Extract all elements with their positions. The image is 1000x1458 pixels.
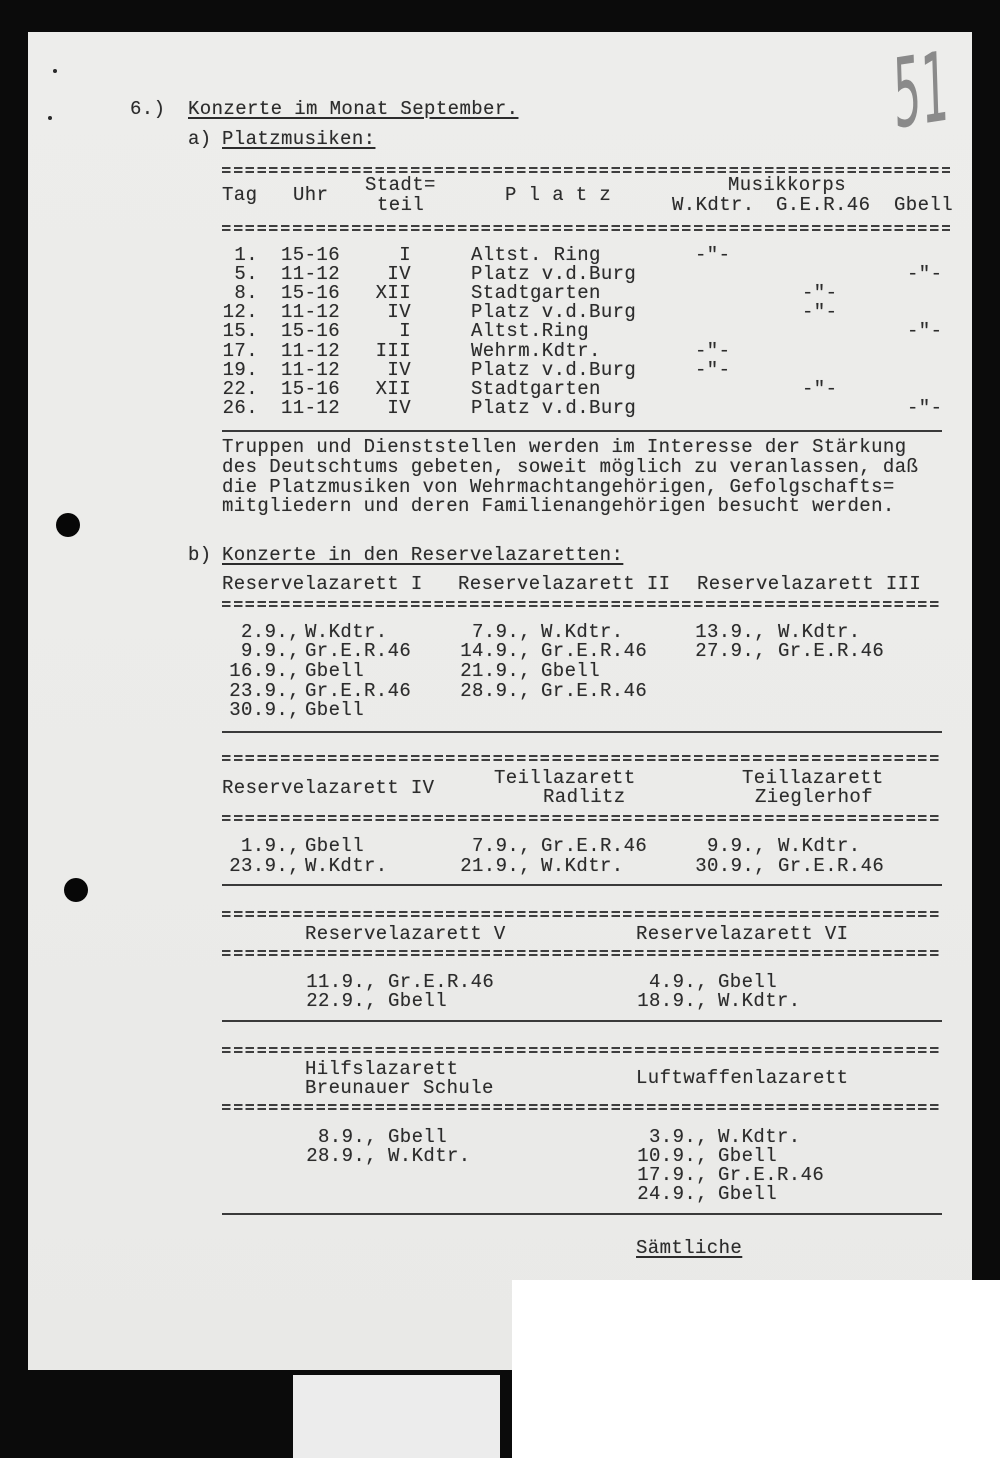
row-district: IV <box>387 262 411 285</box>
concert-date: 28.9., <box>460 679 531 702</box>
concert-corps: Gbell <box>718 1144 778 1167</box>
platzmusik-row <box>0 377 1000 400</box>
continuation-word: Sämtliche <box>636 1237 743 1259</box>
hospital-name: Reservelazarett VI <box>636 922 849 945</box>
platzmusik-row <box>0 262 1000 285</box>
platzmusik-row <box>0 281 1000 304</box>
row-place: Stadtgarten <box>471 377 601 400</box>
concert-date: 9.9., <box>240 640 300 663</box>
handwritten-page-number: 51 <box>891 30 951 151</box>
row-place: Stadtgarten <box>471 281 601 304</box>
ditto-mark-gbell: -"- <box>907 262 943 285</box>
row-time: 11-12 <box>281 358 341 381</box>
concert-date: 21.9., <box>460 854 531 877</box>
row-day: 15. <box>222 320 258 343</box>
row-time: 11-12 <box>281 397 341 420</box>
row-day: 1. <box>234 243 258 266</box>
row-day: 26. <box>222 397 258 420</box>
row-place: Platz v.d.Burg <box>471 397 637 420</box>
row-district: I <box>399 243 411 266</box>
subsection-label-a: a) <box>188 128 212 150</box>
row-time: 15-16 <box>281 281 341 304</box>
row-district: IV <box>387 358 411 381</box>
table-rule-single <box>222 1213 942 1215</box>
notice-line: des Deutschtums gebeten, soweit möglich zu veranlassen, daß <box>222 456 919 478</box>
table-rule-double <box>222 601 942 607</box>
table-rule-single <box>222 884 942 886</box>
ditto-mark-wkdtr: -"- <box>695 339 731 362</box>
concert-corps: W.Kdtr. <box>305 854 388 877</box>
header-district-line1: Stadt= <box>365 174 436 196</box>
hospital-name: Reservelazarett I <box>222 572 423 595</box>
table-rule-double <box>222 815 942 821</box>
scan-overlay-box <box>512 1280 1000 1458</box>
concert-corps: Gbell <box>305 699 365 722</box>
concert-date: 27.9., <box>695 640 766 663</box>
concert-date: 21.9., <box>460 659 531 682</box>
notice-line: Truppen und Dienststellen werden im Interesse der Stärkung <box>222 436 907 458</box>
scan-label-box <box>293 1375 500 1458</box>
concert-date: 10.9., <box>637 1144 708 1167</box>
row-place: Platz v.d.Burg <box>471 358 637 381</box>
platzmusik-row <box>0 303 1000 322</box>
concert-date: 17.9., <box>637 1163 708 1186</box>
hospital-name: Luftwaffenlazarett <box>636 1066 849 1089</box>
concert-corps: W.Kdtr. <box>305 620 388 643</box>
concert-date: 2.9., <box>240 620 300 643</box>
concert-date: 16.9., <box>229 659 300 682</box>
concert-corps: Gr.E.R.46 <box>305 679 412 702</box>
row-place: Wehrm.Kdtr. <box>471 339 601 362</box>
concert-corps: W.Kdtr. <box>718 990 801 1012</box>
row-day: 8. <box>234 281 258 304</box>
row-district: IV <box>387 397 411 420</box>
concert-date: 14.9., <box>460 640 531 663</box>
platzmusik-row <box>0 358 1000 381</box>
row-time: 15-16 <box>281 377 341 400</box>
punch-hole-lower <box>64 878 88 902</box>
concert-corps: W.Kdtr. <box>541 854 624 877</box>
hospital-name: Teillazarett <box>494 766 636 789</box>
concert-date: 23.9., <box>229 854 300 877</box>
row-district: I <box>399 320 411 343</box>
concert-date: 18.9., <box>637 990 708 1012</box>
row-place: Altst. Ring <box>471 243 601 266</box>
ditto-mark-wkdtr: -"- <box>695 243 731 266</box>
row-day: 12. <box>222 301 258 324</box>
table-rule-double <box>222 911 942 917</box>
concert-date: 3.9., <box>648 1125 708 1148</box>
table-rule-single <box>222 1020 942 1022</box>
hospital-name: Hilfslazarett <box>305 1057 459 1080</box>
ditto-mark-ger46: -"- <box>802 301 838 324</box>
scan-speck <box>48 116 52 120</box>
concert-date: 24.9., <box>637 1182 708 1205</box>
header-day: Tag <box>222 184 258 206</box>
concert-corps: W.Kdtr. <box>778 620 861 643</box>
concert-corps: Gr.E.R.46 <box>388 970 495 993</box>
concert-date: 7.9., <box>471 620 531 643</box>
concert-corps: W.Kdtr. <box>388 1144 471 1167</box>
concert-corps: Gbell <box>388 1125 448 1148</box>
concert-corps: Gbell <box>541 659 601 682</box>
table-rule-double <box>222 1047 942 1053</box>
platzmusik-row <box>0 243 1000 266</box>
concert-corps: W.Kdtr. <box>541 620 624 643</box>
concert-date: 23.9., <box>229 679 300 702</box>
hospital-name: Radlitz <box>543 785 626 808</box>
notice-line: die Platzmusiken von Wehrmachtangehörigen, Gefolgschafts= <box>222 476 895 498</box>
header-district-line2: teil <box>377 194 425 216</box>
header-place: P l a t z <box>505 184 612 206</box>
subsection-title-platzmusiken: Platzmusiken: <box>222 128 376 150</box>
row-time: 11-12 <box>281 262 341 285</box>
subsection-title-reservelazarette: Konzerte in den Reservelazaretten: <box>222 544 624 566</box>
hospital-name: Teillazarett <box>742 766 884 789</box>
concert-date: 9.9., <box>706 834 766 857</box>
ditto-mark-ger46: -"- <box>802 281 838 304</box>
row-district: IV <box>387 301 411 324</box>
concert-corps: Gbell <box>718 970 778 993</box>
row-place: Platz v.d.Burg <box>471 262 637 285</box>
concert-date: 22.9., <box>306 990 377 1012</box>
concert-date: 7.9., <box>471 834 531 857</box>
platzmusik-row <box>0 322 1000 341</box>
row-time: 11-12 <box>281 301 341 324</box>
row-district: XII <box>375 281 411 304</box>
concert-corps: Gr.E.R.46 <box>718 1163 825 1186</box>
row-day: 5. <box>234 262 258 285</box>
section-number: 6.) <box>130 98 166 120</box>
row-time: 15-16 <box>281 243 341 266</box>
section-title: Konzerte im Monat September. <box>188 98 519 120</box>
header-time: Uhr <box>293 184 329 206</box>
header-musikkorps: Musikkorps <box>728 174 847 196</box>
row-district: XII <box>375 377 411 400</box>
concert-corps: Gbell <box>305 659 365 682</box>
header-corps-ger46: G.E.R.46 <box>776 194 871 216</box>
concert-corps: W.Kdtr. <box>718 1125 801 1148</box>
concert-corps: Gr.E.R.46 <box>778 640 885 663</box>
concert-date: 13.9., <box>695 620 766 643</box>
row-district: III <box>375 339 411 362</box>
ditto-mark-ger46: -"- <box>802 377 838 400</box>
hospital-name: Breunauer Schule <box>305 1076 494 1099</box>
row-day: 22. <box>222 377 258 400</box>
row-time: 11-12 <box>281 339 341 362</box>
table-rule-double <box>222 167 950 173</box>
hospital-name: Zieglerhof <box>755 785 874 808</box>
concert-corps: Gr.E.R.46 <box>541 679 648 702</box>
table-rule-double <box>222 225 950 231</box>
row-day: 19. <box>222 358 258 381</box>
table-rule-double <box>222 1104 942 1110</box>
concert-date: 1.9., <box>240 834 300 857</box>
table-rule-double <box>222 755 942 761</box>
scan-speck <box>53 69 57 73</box>
hospital-name: Reservelazarett III <box>697 572 922 595</box>
hospital-name: Reservelazarett II <box>458 572 671 595</box>
header-corps-wkdtr: W.Kdtr. <box>672 194 755 216</box>
ditto-mark-gbell: -"- <box>907 397 943 420</box>
row-time: 15-16 <box>281 320 341 343</box>
concert-corps: Gr.E.R.46 <box>541 834 648 857</box>
concert-corps: Gbell <box>718 1182 778 1205</box>
hospital-name: Reservelazarett IV <box>222 776 435 799</box>
concert-corps: Gr.E.R.46 <box>778 854 885 877</box>
concert-date: 30.9., <box>695 854 766 877</box>
concert-corps: Gbell <box>388 990 448 1012</box>
punch-hole-upper <box>56 513 80 537</box>
table-rule-double <box>222 950 942 956</box>
row-day: 17. <box>222 339 258 362</box>
concert-date: 30.9., <box>229 699 300 722</box>
notice-line: mitgliedern und deren Familienangehörigen besucht werden. <box>222 495 895 517</box>
concert-date: 8.9., <box>317 1125 377 1148</box>
concert-corps: Gbell <box>305 834 365 857</box>
header-corps-gbell: Gbell <box>894 194 954 216</box>
platzmusik-row <box>0 399 1000 418</box>
ditto-mark-gbell: -"- <box>907 320 943 343</box>
hospital-name: Reservelazarett V <box>305 922 506 945</box>
concert-corps: W.Kdtr. <box>778 834 861 857</box>
row-place: Altst.Ring <box>471 320 590 343</box>
subsection-label-b: b) <box>188 544 212 566</box>
concert-corps: Gr.E.R.46 <box>305 640 412 663</box>
concert-date: 11.9., <box>306 970 377 993</box>
platzmusik-row <box>0 339 1000 362</box>
ditto-mark-wkdtr: -"- <box>695 358 731 381</box>
table-rule-single <box>222 430 942 432</box>
concert-date: 28.9., <box>306 1144 377 1167</box>
concert-corps: Gr.E.R.46 <box>541 640 648 663</box>
table-rule-single <box>222 731 942 733</box>
concert-date: 4.9., <box>648 970 708 993</box>
row-place: Platz v.d.Burg <box>471 301 637 324</box>
